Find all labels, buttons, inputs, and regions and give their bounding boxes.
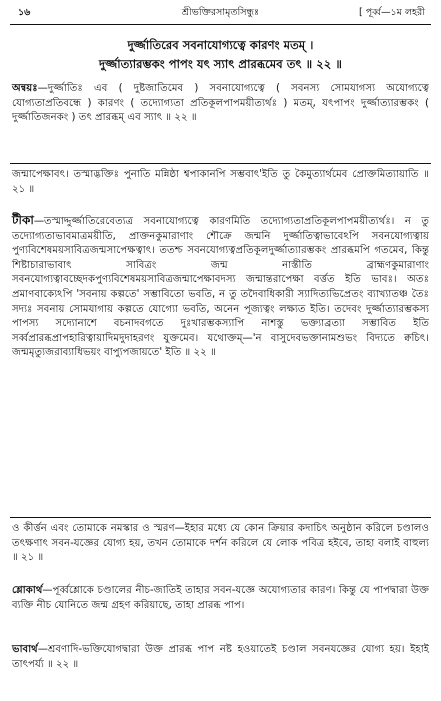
- divider-2: [10, 517, 431, 518]
- header-rule: [10, 24, 431, 25]
- tika-paragraph: [12, 213, 429, 361]
- shlokartha-text: —পূর্ব্বশ্লোকে চণ্ডালের নীচ-জাতিই তাহার সবন-যজ্ঞে অযোগ্যতার কারণ। কিন্তু যে পাপদ্বারা উক্ত ব্যক্তি নীচ যোনিতে জন্ম গ্রহণ করিয়াছে, তাহা প্রারব্ধ পাপ।: [12, 585, 429, 611]
- verse: [10, 36, 431, 74]
- translation-paragraph: [12, 522, 429, 566]
- verse-line-1: দুর্জ্জাতিরেব সবনাযোগ্যত্বে কারণং মতম্ ।: [127, 38, 314, 52]
- translation-text: ও কীর্ত্তন এবং তোমাকে নমস্কার ও স্মরণ—ইহার মধ্যে যে কোন ক্রিয়ার কদাচিৎ অনুষ্ঠান করিলে চণ্ডালও তৎক্ষণাৎ সবন-যজ্ঞের যোগ্য হয়, তখন তোমাকে দর্শন করিলে যে লোক পবিত্র হইবে, তাহা বলাই বাহুল্য ॥ ২১ ॥: [12, 523, 429, 564]
- bhavartha-text: —শ্রবণাদি-ভক্তিযোগদ্বারা উক্ত প্রারব্ধ পাপ নষ্ট হওয়াতেই চণ্ডাল সবনযজ্ঞের যোগ্য হয়। ইহাই তাৎপর্য্য ॥ ২২ ॥: [12, 644, 429, 670]
- page-number: ১৬: [18, 7, 31, 18]
- page-header: [10, 4, 431, 22]
- bhavartha-paragraph: [12, 643, 429, 672]
- intro-paragraph: [12, 168, 429, 197]
- shlokartha-paragraph: [12, 584, 429, 613]
- anvaya-label: অন্বয়ঃ: [12, 83, 38, 94]
- anvaya-paragraph: [12, 82, 429, 126]
- section-label: [ পূর্ব্ব—১ম লহরী: [359, 7, 425, 18]
- bhavartha-label: ভাবার্থ: [12, 644, 38, 655]
- divider-1: [10, 163, 431, 164]
- book-title: শ্রীভক্তিরসামৃতসিন্ধুঃ: [181, 7, 260, 18]
- verse-line-2: দুর্জ্জাত্যারম্ভকং পাপং যৎ স্যাৎ প্রারব্ধমেব তৎ ॥ ২২ ॥: [99, 57, 342, 71]
- shlokartha-label: শ্লোকার্থ: [12, 585, 43, 596]
- intro-text: জন্মাপেক্ষাবৎ। তস্মাদ্ভক্তিঃ পুনাতি মন্নিষ্ঠা শ্বপাকানপি সম্ভবাৎ'ইতি তু কৈমুত্যার্থমেব প্রোক্তমিত্যায়াতি ॥ ২১ ॥: [12, 169, 429, 195]
- tika-text: —তস্মাদ্দুর্জ্জাতিরেবেত্যত্র সবনাযোগ্যত্বে কারণমিতি তদ্যোগ্যতাপ্রতিকূলপাপময়ীত্যর্থঃ। ন তু তদ্যোগ্যতাভাবমাত্রময়ীতি, প্রাক্তনকুমারাণাং শৌক্রে জন্মনি দুর্জ্জাতিত্বাভাবেঽপি সবনযোগ্যত্বায় পুণ্যবিশেষময়সাবিত্রজন্মসাপেক্ষত্বাৎ। ততশ্চ সবনযোগ্যত্বপ্রতিকূলদুর্জ্জাত্যারম্ভকং প্রারব্ধমপি গতমেব, কিন্তু শিষ্টাচারাভাবাৎ সাবিত্রং জন্ম নাস্তীতি ব্রাহ্মণকুমারাণাং সবনযোগ্যত্বাবচ্ছেদকপুণ্যবিশেষময়সাবিত্রজন্মাপেক্ষাবদস্য জন্মান্তরাপেক্ষা বর্ত্তত ইতি ভাবঃ। অতঃ প্রমাণবাক্যেঽপি 'সবনায় কল্পতে' সম্ভাবিতো ভবতি, ন তু তদৈবাধিকারী স্যাদিত্যভিপ্রেতং ব্যাখ্যাতঞ্চ তৈঃ সদ্যঃ সবনায় সোমযাগায় কল্পতে যোগ্যো ভবতি, অনেন পূজ্যত্বং লক্ষ্যত ইতি। তদেবং দুর্জ্জাত্যারম্ভকস্য পাপস্য সদ্যোনাশে বচনাদবগতে দুঃখারম্ভকস্যাপি নাশস্তু ভক্ত্যাব্রত্যা সম্ভাবিত ইতি সর্ব্বপ্রারব্ধপ্রাপহারিত্বায়াদিমদুদাহরণং যুক্তমেব। যথোক্তম্—'ন বাসুদেবভক্তানামশুভং বিদ্যতে ক্বচিৎ। জন্মমৃত্যুজরাব্যাধিভয়ং বাপ্যুপজায়তে' ইতি ॥ ২২ ॥: [12, 216, 429, 359]
- anvaya-text: —দুর্জ্জাতিঃ এব ( দুষ্টজাতিমেব ) সবনাযোগ্যত্বে ( সবনস্য সোমযাগস্য অযোগ্যত্বে যোগ্যতাপ্রতিবন্ধে ) কারণং ( তদ্যোগ্যতা প্রতিকূলপাপময়ীত্যর্থঃ ) মতম্, যৎপাপং দুর্জ্জাত্যারম্ভকং ( দুর্জ্জাতিজনকং ) তৎ প্রারব্ধম্ এব স্যাৎ ॥ ২২ ॥: [12, 83, 429, 124]
- tika-label: টীকা: [12, 213, 34, 227]
